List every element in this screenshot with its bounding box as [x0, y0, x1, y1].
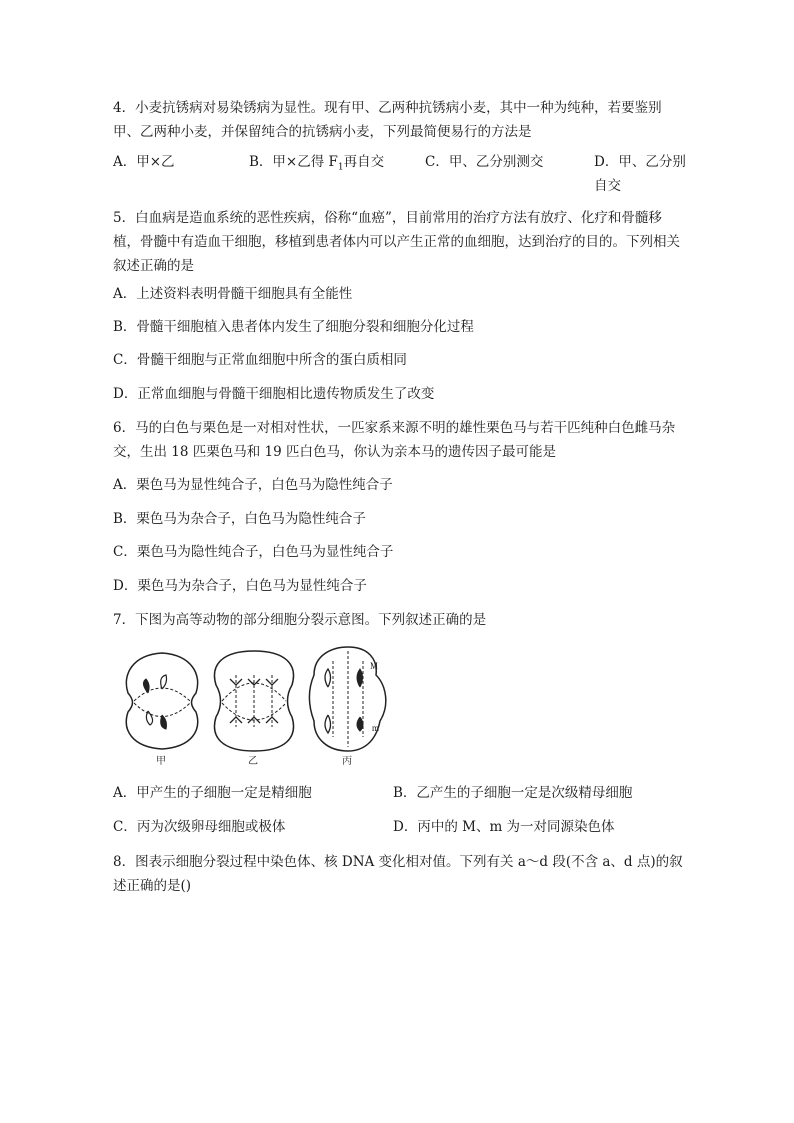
q4-option-d: D．甲、乙分别自交	[594, 154, 686, 194]
q6-option-d: D．栗色马为杂合子，白色马为显性纯合子	[113, 578, 367, 594]
cell-yi	[215, 651, 294, 751]
q7-stem: 7．下图为高等动物的部分细胞分裂示意图。下列叙述正确的是	[113, 612, 487, 628]
q4-stem: 4．小麦抗锈病对易染锈病为显性。现有甲、乙两种抗锈病小麦，其中一种为纯种，若要鉴别甲、乙两种小麦，并保留纯合的抗锈病小麦，下列最简便易行的方法是	[113, 100, 662, 140]
q6-option-b: B．栗色马为杂合子，白色马为隐性纯合子	[113, 511, 366, 527]
cell-division-figure	[118, 645, 388, 765]
fig-label-jia: 甲	[156, 756, 166, 765]
q8-stem: 8．图表示细胞分裂过程中染色体、核 DNA 变化相对值。下列有关 a～d 段(不含 a、d 点)的叙述正确的是()	[113, 854, 683, 894]
q4-option-b-pre: B．甲×乙得 F	[249, 154, 338, 170]
q5-option-d: D．正常血细胞与骨髓干细胞相比遗传物质发生了改变	[113, 386, 435, 402]
q7-option-d: D．丙中的 M、m 为一对同源染色体	[393, 819, 615, 835]
q4-option-b-sub: 1	[337, 162, 344, 173]
fig-label-bing: 丙	[342, 756, 352, 765]
q4-option-c: C．甲、乙分别测交	[425, 154, 544, 170]
q7-option-c: C．丙为次级卵母细胞或极体	[113, 819, 286, 835]
q6-option-a: A．栗色马为显性纯合子，白色马为隐性纯合子	[113, 477, 393, 493]
q5-option-b: B．骨髓干细胞植入患者体内发生了细胞分裂和细胞分化过程	[113, 319, 474, 335]
cell-bing	[310, 647, 386, 751]
fig-mark-M: M	[370, 661, 379, 671]
q4-option-a: A．甲×乙	[113, 154, 175, 170]
q7-option-b: B．乙产生的子细胞一定是次级精母细胞	[393, 785, 633, 801]
q5-option-a: A．上述资料表明骨髓干细胞具有全能性	[113, 286, 353, 302]
q6-stem: 6．马的白色与栗色是一对相对性状，一匹家系来源不明的雄性栗色马与若干匹纯种白色雌马杂交，生出 18 匹栗色马和 19 匹白色马，你认为亲本马的遗传因子最可能是	[113, 420, 676, 460]
q7-option-a: A．甲产生的子细胞一定是精细胞	[113, 785, 312, 801]
q4-option-b	[249, 150, 384, 180]
q6-option-c: C．栗色马为隐性纯合子，白色马为显性纯合子	[113, 544, 394, 560]
fig-mark-m: m	[372, 723, 380, 733]
cell-jia	[126, 653, 197, 749]
q5-option-c: C．骨髓干细胞与正常血细胞中所含的蛋白质相同	[113, 352, 407, 368]
q4-option-b-post: 再自交	[343, 154, 385, 170]
q5-stem: 5．白血病是造血系统的恶性疾病，俗称“血癌”，目前常用的治疗方法有放疗、化疗和骨髓移植，骨髓中有造血干细胞，移植到患者体内可以产生正常的血细胞，达到治疗的目的。下列相关叙述正确的是	[113, 210, 680, 274]
fig-label-yi: 乙	[248, 756, 258, 765]
